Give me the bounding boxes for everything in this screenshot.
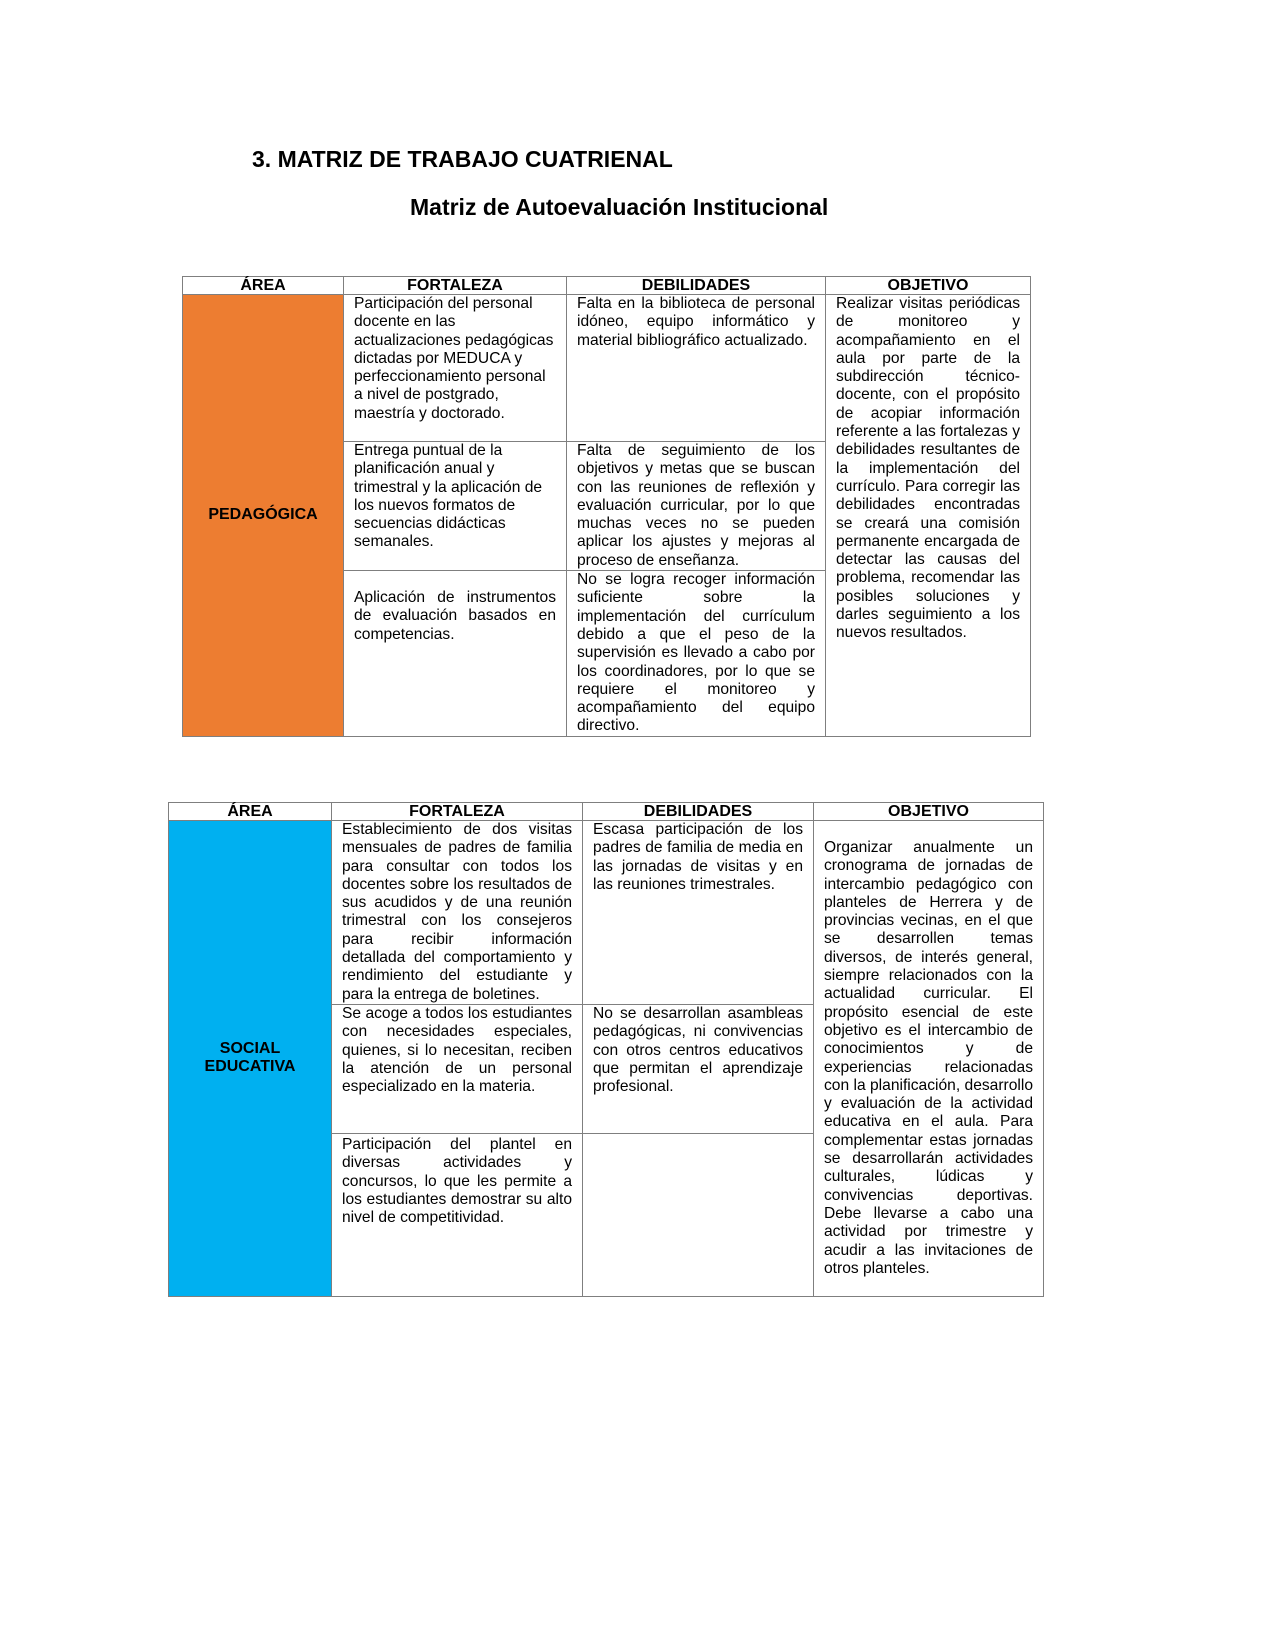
header-area: ÁREA <box>183 277 344 295</box>
matrix-table-social-educativa <box>168 802 1044 1297</box>
area-label: PEDAGÓGICA <box>208 506 318 524</box>
debilidad-cell: Falta de seguimiento de los objetivos y metas que se buscan con las reuniones de reflexión y evaluación curricular, por lo que muchas veces no se pueden aplicar los ajustes y mejoras al proceso de enseñanza. <box>567 442 826 571</box>
table-row <box>183 295 1031 442</box>
fortaleza-cell: Entrega puntual de la planificación anual y trimestral y la aplicación de los nuevos formatos de secuencias didácticas semanales. <box>344 442 567 571</box>
table-row <box>169 821 1044 1005</box>
area-cell-social-educativa <box>169 821 332 1297</box>
debilidad-cell <box>583 1133 814 1296</box>
debilidad-cell: No se desarrollan asambleas pedagógicas, ni convivencias con otros centros educativos que permitan el aprendizaje profesional. <box>583 1004 814 1133</box>
section-title: 3. MATRIZ DE TRABAJO CUATRIENAL <box>252 146 673 172</box>
fortaleza-cell: Se acoge a todos los estudiantes con necesidades especiales, quienes, si lo necesitan, reciben la atención de un personal especializado en la materia. <box>332 1004 583 1133</box>
debilidad-cell: Escasa participación de los padres de familia de media en las jornadas de visitas y en las reuniones trimestrales. <box>583 821 814 1005</box>
header-fortaleza: FORTALEZA <box>344 277 567 295</box>
header-area: ÁREA <box>169 803 332 821</box>
debilidad-cell: Falta en la biblioteca de personal idóneo, equipo informático y material bibliográfico actualizado. <box>567 295 826 442</box>
objetivo-cell: Organizar anualmente un cronograma de jornadas de intercambio pedagógico con planteles de Herrera y de provincias vecinas, en el que se desarrollen temas diversos, de interés general, siempre relacionados con la actualidad curricular. El propósito esencial de este objetivo es el intercambio de conocimientos y de experiencias relacionadas con la planificación, desarrollo y evaluación de la actividad educativa en el aula. Para complementar estas jornadas se desarrollarán actividades culturales, lúdicas y convivencias deportivas. Debe llevarse a cabo una actividad por trimestre y acudir a las invitaciones de otros planteles. <box>814 821 1044 1297</box>
fortaleza-cell: Participación del plantel en diversas actividades y concursos, lo que les permite a los estudiantes demostrar su alto nivel de competitividad. <box>332 1133 583 1296</box>
objetivo-cell: Realizar visitas periódicas de monitoreo y acompañamiento en el aula por parte de la subdirección técnico-docente, con el propósito de acopiar información referente a las fortalezas y debilidades resultantes de la implementación del currículo. Para corregir las debilidades encontradas se creará una comisión permanente encargada de detectar las causas del problema, recomendar las posibles soluciones y darles seguimiento a los nuevos resultados. <box>826 295 1031 737</box>
header-debilidades: DEBILIDADES <box>567 277 826 295</box>
header-debilidades: DEBILIDADES <box>583 803 814 821</box>
matrix-table-pedagogica <box>182 276 1031 737</box>
table-header-row <box>169 803 1044 821</box>
debilidad-cell: No se logra recoger información suficiente sobre la implementación del currículum debido a que el peso de la supervisión es llevado a cabo por los coordinadores, por lo que se requiere el monitoreo y acompañamiento del equipo directivo. <box>567 571 826 737</box>
area-label-line2: EDUCATIVA <box>204 1058 296 1076</box>
page-subtitle: Matriz de Autoevaluación Institucional <box>410 194 829 220</box>
area-label-line1: SOCIAL <box>219 1040 281 1058</box>
table-header-row <box>183 277 1031 295</box>
header-fortaleza: FORTALEZA <box>332 803 583 821</box>
header-objetivo: OBJETIVO <box>826 277 1031 295</box>
fortaleza-cell: Establecimiento de dos visitas mensuales de padres de familia para consultar con todos los docentes sobre los resultados de sus acudidos y de una reunión trimestral con los consejeros para recibir información detallada del comportamiento y rendimiento del estudiante y para la entrega de boletines. <box>332 821 583 1005</box>
fortaleza-cell: Aplicación de instrumentos de evaluación basados en competencias. <box>344 571 567 737</box>
fortaleza-cell: Participación del personal docente en las actualizaciones pedagógicas dictadas por MEDUCA y perfeccionamiento personal a nivel de postgrado, maestría y doctorado. <box>344 295 567 442</box>
header-objetivo: OBJETIVO <box>814 803 1044 821</box>
area-cell-pedagogica <box>183 295 344 737</box>
